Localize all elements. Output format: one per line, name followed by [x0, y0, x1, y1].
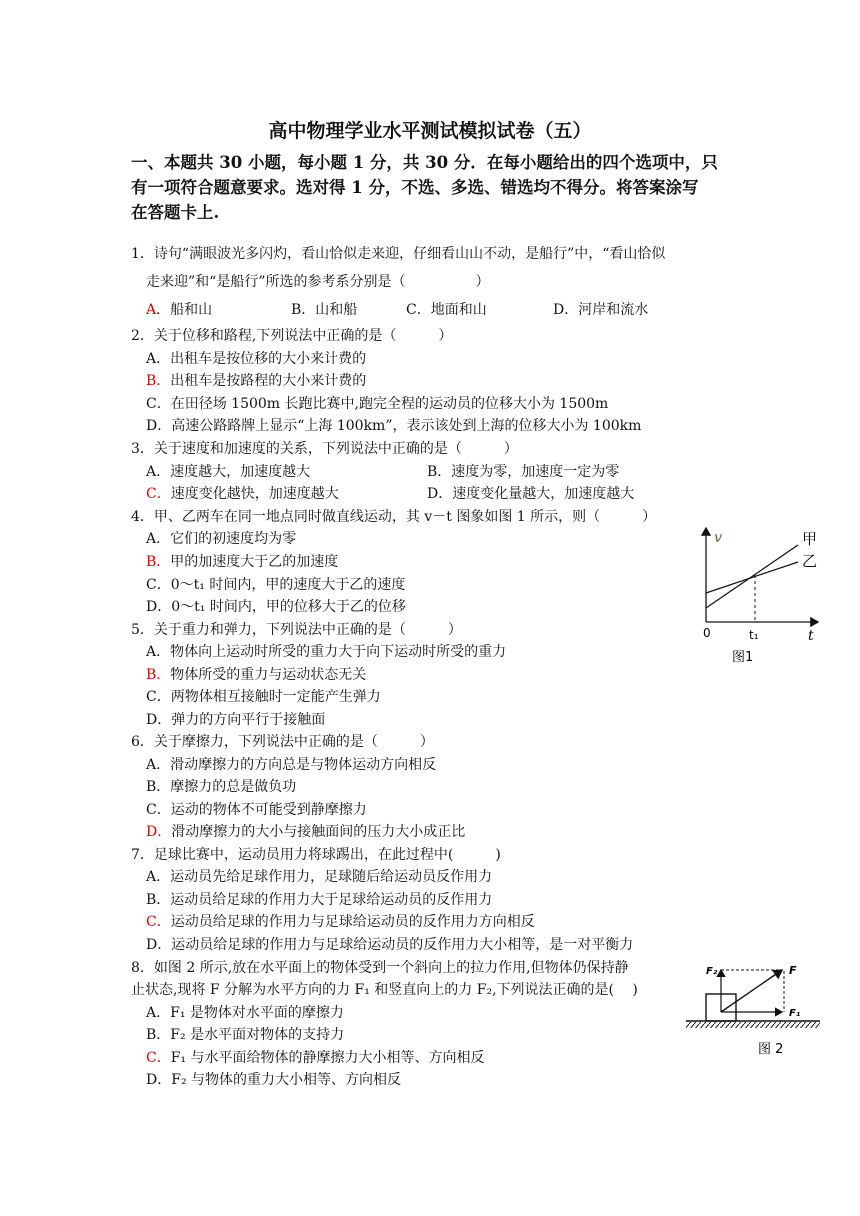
option-text: 摩擦力的总是做负功 — [170, 779, 297, 795]
option-text: 速度变化量越大，加速度越大 — [452, 486, 635, 502]
question-4-option-d — [146, 596, 406, 619]
option-letter-d: D． — [146, 599, 172, 615]
question-3-options-row2 — [146, 483, 634, 506]
option-letter-d: D． — [146, 1072, 172, 1088]
question-1-stem: 1．诗句“满眼波光多闪灼，看山恰似走来迎，仔细看山山不动，是船行”中，“看山恰似 — [131, 246, 666, 262]
question-7-option-d — [146, 934, 633, 957]
option-text: 物体向上运动时所受的重力大于向下运动时所受的重力 — [170, 644, 507, 660]
question-2-option-c — [146, 393, 608, 416]
option-text: 运动员给足球的作用力与足球给运动员的反作用力大小相等，是一对平衡力 — [171, 937, 634, 953]
option-letter-d: D． — [146, 712, 172, 728]
question-6-option-a — [146, 754, 436, 777]
option-letter-a: A． — [146, 351, 171, 367]
question-5-stem: 5．关于重力和弹力，下列说法中正确的是（ ） — [131, 622, 462, 638]
question-6-option-b — [146, 776, 296, 799]
option-letter-d: D． — [553, 302, 579, 318]
option-text: 地面和山 — [430, 302, 487, 318]
label-f: F — [789, 964, 797, 977]
question-2-stem: 2．关于位移和路程,下列说法中正确的是（ ） — [131, 328, 453, 344]
question-6-option-d — [146, 821, 465, 844]
question-4-stem: 4．甲、乙两车在同一地点同时做直线运动，其 v－t 图象如图 1 所示，则（ ） — [131, 509, 657, 525]
option-text: 滑动摩擦力的大小与接触面间的压力大小成正比 — [171, 824, 466, 840]
question-5-option-b — [146, 664, 366, 687]
question-7-option-b — [146, 889, 492, 912]
option-text: 高速公路路牌上显示“上海 100km”，表示该处到上海的位移大小为 100km — [171, 418, 642, 434]
option-text: 0～t₁ 时间内，甲的位移大于乙的位移 — [171, 599, 406, 615]
question-5-option-c — [146, 686, 381, 709]
question-5-option-d — [146, 709, 325, 732]
option-text: 出租车是按路程的大小来计费的 — [170, 373, 367, 389]
option-letter-a: A — [146, 302, 157, 318]
option-letter-b: B． — [146, 779, 171, 795]
option-text: 速度为零，加速度一定为零 — [451, 464, 620, 480]
option-letter-c: C． — [146, 914, 171, 930]
option-letter-b: B． — [427, 464, 452, 480]
option-letter-a: A． — [146, 757, 171, 773]
t-axis-label: t — [808, 628, 814, 644]
option-text: 它们的初速度均为零 — [170, 531, 297, 547]
page-title: 高中物理学业水平测试模拟试卷（五） — [268, 120, 592, 142]
label-f1: F₁ — [789, 1008, 801, 1019]
question-7-stem: 7．足球比赛中，运动员用力将球踢出，在此过程中( ) — [131, 847, 501, 863]
option-letter-b: B． — [291, 302, 316, 318]
option-letter-d: D． — [427, 486, 453, 502]
section-instructions — [131, 150, 731, 225]
figure-1-vt-graph — [694, 520, 824, 670]
question-8-stem: 8．如图 2 所示,放在水平面上的物体受到一个斜向上的拉力作用,但物体仍保持静 — [131, 960, 629, 976]
option-text: 速度变化越快，加速度越大 — [170, 486, 339, 502]
question-1-options — [146, 299, 648, 322]
question-3-options-row1 — [146, 461, 619, 484]
question-6-stem: 6．关于摩擦力，下列说法中正确的是（ ） — [131, 734, 434, 750]
t1-label: t₁ — [749, 628, 759, 642]
option-letter-a: A． — [146, 644, 171, 660]
option-text: 运动员给足球的作用力与足球给运动员的反作用力方向相反 — [170, 914, 535, 930]
option-text: F₁ 是物体对水平面的摩擦力 — [170, 1005, 344, 1021]
option-letter-d: D． — [146, 937, 172, 953]
option-letter-b: B． — [146, 1027, 171, 1043]
line-yi — [706, 562, 798, 593]
question-6-option-c — [146, 799, 367, 822]
option-letter-c: C． — [146, 577, 171, 593]
ground-hatch — [686, 1022, 820, 1028]
option-letter-c: C． — [146, 486, 171, 502]
option-text: 滑动摩擦力的方向总是与物体运动方向相反 — [170, 757, 437, 773]
option-text: 运动员先给足球作用力，足球随后给运动员反作用力 — [170, 869, 493, 885]
instruction-line: 有一项符合题意要求。选对得 1 分，不选、多选、错选均不得分。将答案涂写 — [131, 178, 699, 197]
option-letter-c: C． — [146, 689, 171, 705]
option-text: F₁ 与水平面给物体的静摩擦力大小相等、方向相反 — [170, 1050, 485, 1066]
origin-label: 0 — [703, 626, 711, 640]
option-text: 运动的物体不可能受到静摩擦力 — [170, 802, 367, 818]
option-letter-b: B． — [146, 667, 171, 683]
option-letter-c: C． — [146, 396, 171, 412]
option-text: 甲的加速度大于乙的加速度 — [170, 554, 339, 570]
question-4-option-c — [146, 574, 405, 597]
figure-2-caption: 图 2 — [758, 1042, 784, 1057]
label-yi: 乙 — [802, 552, 818, 570]
option-letter-c: C． — [146, 802, 171, 818]
option-letter-d: D． — [146, 824, 172, 840]
option-text: F₂ 是水平面对物体的支持力 — [170, 1027, 345, 1043]
question-7-option-c — [146, 911, 535, 934]
option-letter-b: B． — [146, 892, 171, 908]
question-4-option-b — [146, 551, 338, 574]
option-text: 两物体相互接触时一定能产生弹力 — [170, 689, 381, 705]
v-axis-label: v — [714, 530, 722, 546]
option-text: 在田径场 1500m 长跑比赛中,跑完全程的运动员的位移大小为 1500m — [170, 396, 609, 412]
option-letter-a: A． — [146, 464, 171, 480]
question-8-stem-cont: 止状态,现将 F 分解为水平方向的力 F₁ 和竖直向上的力 F₂,下列说法正确的是( ) — [131, 982, 638, 998]
label-f2: F₂ — [706, 966, 718, 977]
option-text: ．船和山 — [156, 302, 213, 318]
force-f-arrow — [721, 970, 782, 1012]
question-2-option-b — [146, 370, 366, 393]
option-letter-b: B． — [146, 554, 171, 570]
option-letter-b: B． — [146, 373, 171, 389]
option-text: 弹力的方向平行于接触面 — [171, 712, 326, 728]
question-4-option-a — [146, 528, 296, 551]
option-letter-a: A． — [146, 1005, 171, 1021]
question-3-stem: 3．关于速度和加速度的关系，下列说法中正确的是（ ） — [131, 441, 518, 457]
option-text: 出租车是按位移的大小来计费的 — [170, 351, 367, 367]
figure-2-force-diagram — [684, 958, 824, 1063]
option-letter-c: C． — [406, 302, 431, 318]
option-text: 运动员给足球的作用力大于足球给运动员的反作用力 — [170, 892, 493, 908]
option-text: F₂ 与物体的重力大小相等、方向相反 — [171, 1072, 402, 1088]
option-letter-a: A． — [146, 869, 171, 885]
option-letter-c: C． — [146, 1050, 171, 1066]
instruction-line: 在答题卡上. — [131, 203, 220, 222]
option-text: 物体所受的重力与运动状态无关 — [170, 667, 367, 683]
label-jia: 甲 — [802, 530, 818, 548]
figure-1-caption: 图1 — [732, 650, 754, 665]
question-8-option-d — [146, 1069, 401, 1092]
option-text: 速度越大，加速度越大 — [170, 464, 311, 480]
question-8-option-a — [146, 1002, 344, 1025]
option-letter-a: A． — [146, 531, 171, 547]
option-text: 山和船 — [315, 302, 358, 318]
question-5-option-a — [146, 641, 506, 664]
question-8-option-b — [146, 1024, 344, 1047]
option-text: 0～t₁ 时间内，甲的速度大于乙的速度 — [170, 577, 406, 593]
line-jia — [706, 545, 798, 608]
question-2-option-d — [146, 415, 641, 438]
question-1-stem-cont: 走来迎”和“是船行”所选的参考系分别是（ ） — [146, 274, 490, 290]
instruction-line: 一、本题共 30 小题，每小题 1 分，共 30 分．在每小题给出的四个选项中，只 — [131, 153, 718, 172]
question-7-option-a — [146, 866, 492, 889]
question-8-option-c — [146, 1047, 485, 1070]
option-text: 河岸和流水 — [578, 302, 649, 318]
option-letter-d: D． — [146, 418, 172, 434]
question-2-option-a — [146, 348, 366, 371]
